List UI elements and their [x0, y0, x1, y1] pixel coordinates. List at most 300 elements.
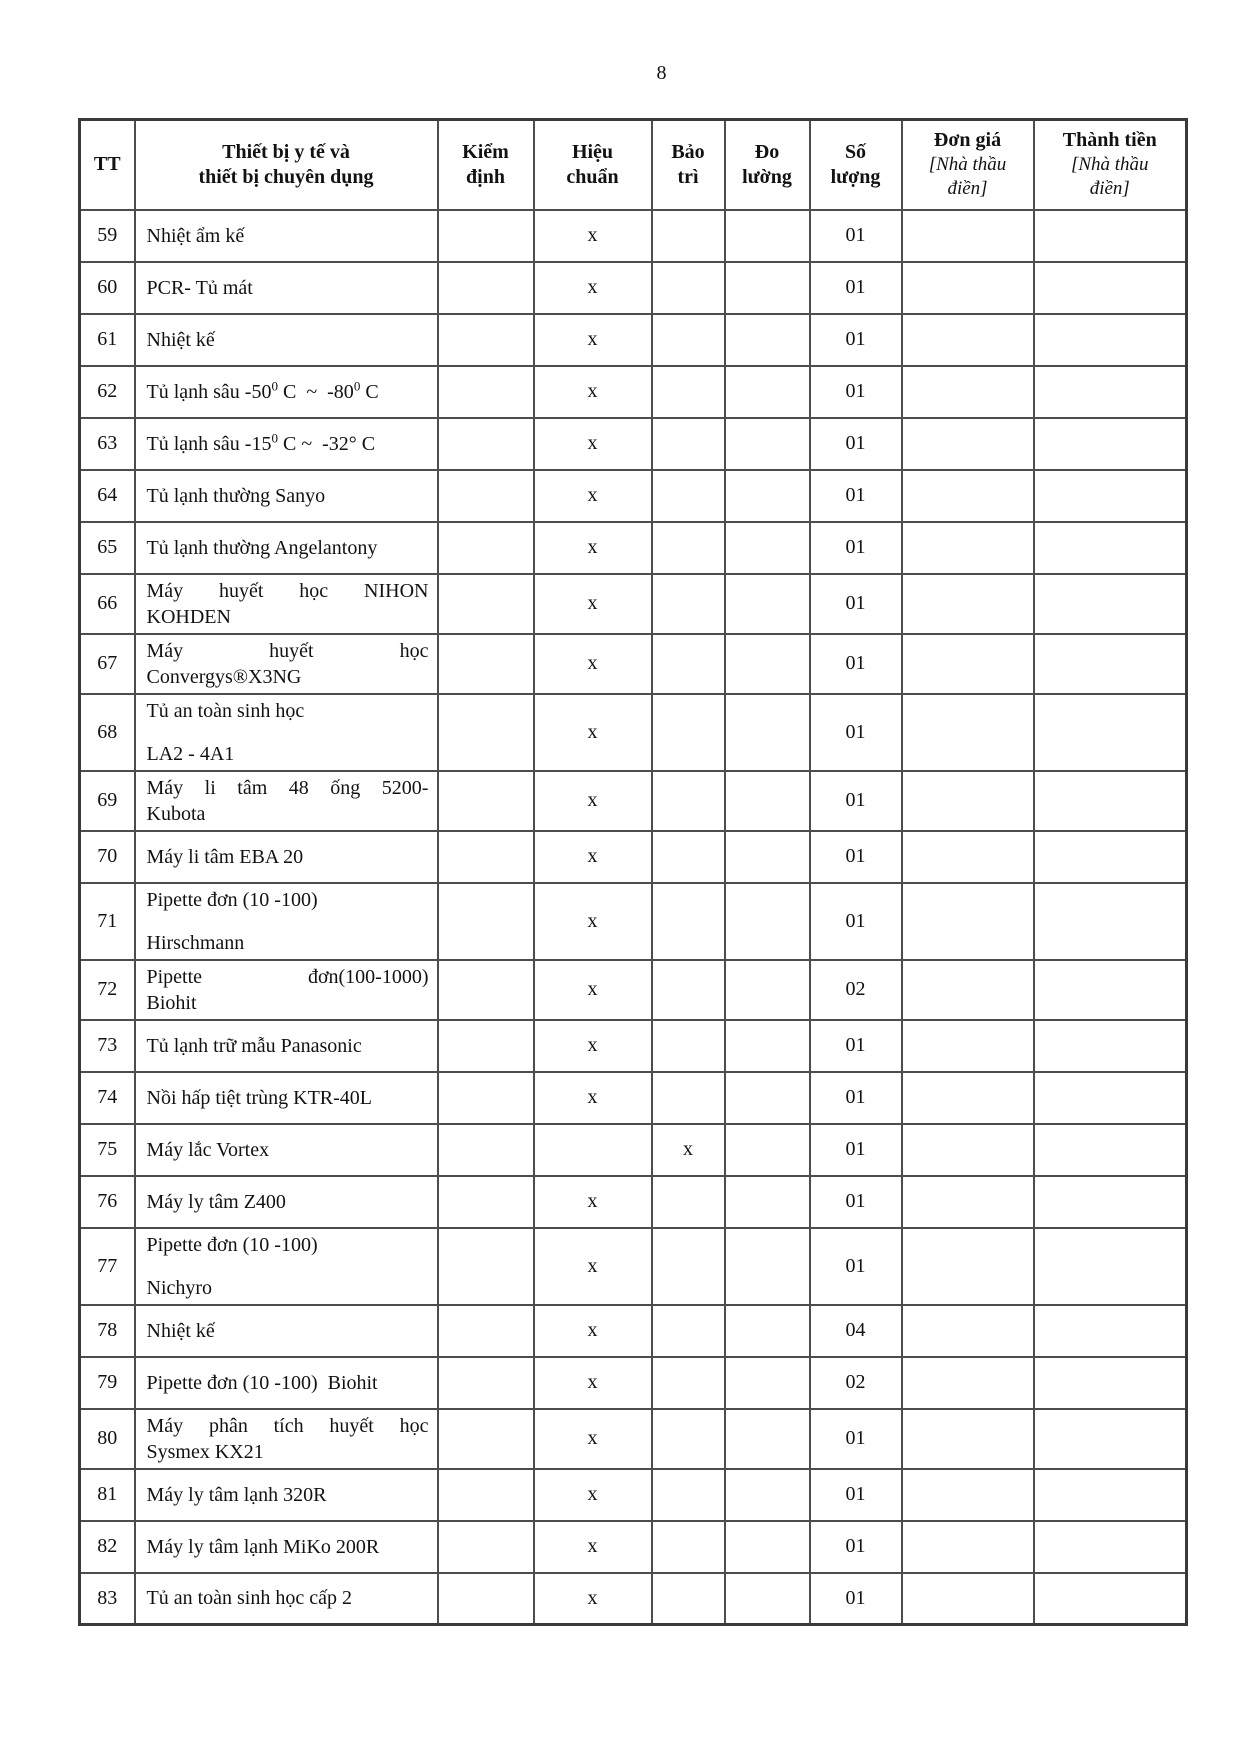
device-name-line: Máy li tâm EBA 20 — [146, 845, 304, 868]
device-name-line: Pipette đơn(100-1000) — [146, 965, 429, 988]
row-number-cell: 66 — [80, 574, 135, 634]
device-name-cell — [135, 314, 438, 366]
so-luong-cell: 01 — [810, 1020, 902, 1072]
row-number-cell: 76 — [80, 1176, 135, 1228]
header-kiem-dinh — [438, 120, 534, 210]
kiem-dinh-cell — [438, 1573, 534, 1625]
device-name-cell — [135, 1072, 438, 1124]
do-luong-cell — [725, 1228, 810, 1305]
device-name-line: Nhiệt ẩm kế — [146, 224, 245, 247]
thanh-tien-cell — [1034, 1409, 1187, 1469]
hieu-chuan-cell: x — [534, 1357, 652, 1409]
do-luong-cell — [725, 1020, 810, 1072]
header-device-line: Thiết bị y tế và — [222, 140, 350, 163]
kiem-dinh-cell — [438, 1305, 534, 1357]
header-so-luong-line: Số — [844, 140, 867, 163]
hieu-chuan-cell: x — [534, 210, 652, 262]
header-bao-tri-line: trì — [677, 165, 699, 188]
device-name-cell — [135, 210, 438, 262]
thanh-tien-cell — [1034, 831, 1187, 883]
device-name-cell — [135, 1176, 438, 1228]
so-luong-cell: 04 — [810, 1305, 902, 1357]
device-name-line: Hirschmann — [146, 931, 245, 954]
table-row — [80, 1124, 1187, 1176]
device-name-cell — [135, 1020, 438, 1072]
bao-tri-cell — [652, 1072, 725, 1124]
row-number-cell: 74 — [80, 1072, 135, 1124]
bao-tri-cell — [652, 1020, 725, 1072]
don-gia-cell — [902, 1469, 1034, 1521]
do-luong-cell — [725, 1124, 810, 1176]
bao-tri-cell — [652, 831, 725, 883]
row-number-cell: 62 — [80, 366, 135, 418]
hieu-chuan-cell — [534, 1124, 652, 1176]
thanh-tien-cell — [1034, 1357, 1187, 1409]
device-name-cell — [135, 694, 438, 771]
so-luong-cell: 01 — [810, 314, 902, 366]
device-name-cell — [135, 262, 438, 314]
device-name-cell — [135, 366, 438, 418]
device-name-line: Pipette đơn (10 -100) — [146, 1233, 318, 1256]
row-number-cell: 73 — [80, 1020, 135, 1072]
device-name-line: Tủ lạnh thường Angelantony — [146, 536, 378, 559]
table-row — [80, 1305, 1187, 1357]
thanh-tien-cell — [1034, 470, 1187, 522]
device-name-cell — [135, 1409, 438, 1469]
do-luong-cell — [725, 1357, 810, 1409]
thanh-tien-cell — [1034, 1573, 1187, 1625]
table-row — [80, 1020, 1187, 1072]
don-gia-cell — [902, 831, 1034, 883]
hieu-chuan-cell: x — [534, 366, 652, 418]
hieu-chuan-cell: x — [534, 262, 652, 314]
kiem-dinh-cell — [438, 1072, 534, 1124]
thanh-tien-cell — [1034, 210, 1187, 262]
header-thanh-tien — [1034, 120, 1187, 210]
do-luong-cell — [725, 418, 810, 470]
don-gia-cell — [902, 470, 1034, 522]
header-do-luong-line: lường — [742, 165, 792, 188]
hieu-chuan-cell: x — [534, 1176, 652, 1228]
hieu-chuan-cell: x — [534, 1573, 652, 1625]
row-number-cell: 82 — [80, 1521, 135, 1573]
don-gia-cell — [902, 1409, 1034, 1469]
so-luong-cell: 01 — [810, 831, 902, 883]
thanh-tien-cell — [1034, 771, 1187, 831]
header-so-luong-line: lượng — [830, 165, 881, 188]
do-luong-cell — [725, 574, 810, 634]
header-hieu-chuan — [534, 120, 652, 210]
page-number: 8 — [656, 62, 667, 84]
equipment-table — [78, 118, 1188, 1626]
so-luong-cell: 01 — [810, 1573, 902, 1625]
device-name-cell — [135, 574, 438, 634]
device-name-cell — [135, 1573, 438, 1625]
table-row — [80, 1469, 1187, 1521]
device-name-cell — [135, 1357, 438, 1409]
header-hieu-chuan-line: chuẩn — [566, 165, 619, 188]
thanh-tien-cell — [1034, 418, 1187, 470]
so-luong-cell: 01 — [810, 522, 902, 574]
header-don-gia — [902, 120, 1034, 210]
bao-tri-cell — [652, 1469, 725, 1521]
bao-tri-cell — [652, 522, 725, 574]
don-gia-cell — [902, 1573, 1034, 1625]
do-luong-cell — [725, 1176, 810, 1228]
kiem-dinh-cell — [438, 1357, 534, 1409]
don-gia-cell — [902, 634, 1034, 694]
device-name-line: Kubota — [146, 802, 206, 825]
thanh-tien-cell — [1034, 1521, 1187, 1573]
thanh-tien-cell — [1034, 314, 1187, 366]
device-name-cell — [135, 1469, 438, 1521]
row-number-cell: 79 — [80, 1357, 135, 1409]
row-number-cell: 75 — [80, 1124, 135, 1176]
kiem-dinh-cell — [438, 1521, 534, 1573]
device-name-line: Nhiệt kế — [146, 328, 215, 351]
device-name-line: Tủ an toàn sinh học cấp 2 — [146, 1587, 352, 1610]
header-device-line: thiết bị chuyên dụng — [198, 165, 374, 188]
do-luong-cell — [725, 771, 810, 831]
header-kiem-dinh-line: định — [466, 165, 505, 188]
bao-tri-cell — [652, 210, 725, 262]
table-row — [80, 366, 1187, 418]
thanh-tien-cell — [1034, 1072, 1187, 1124]
don-gia-cell — [902, 1072, 1034, 1124]
row-number-cell: 77 — [80, 1228, 135, 1305]
device-name-line: Tủ an toàn sinh học — [146, 699, 305, 722]
kiem-dinh-cell — [438, 883, 534, 960]
table-row — [80, 314, 1187, 366]
row-number-cell: 67 — [80, 634, 135, 694]
thanh-tien-cell — [1034, 1469, 1187, 1521]
row-number-cell: 60 — [80, 262, 135, 314]
device-name-line: Pipette đơn (10 -100) — [146, 888, 318, 911]
bao-tri-cell — [652, 262, 725, 314]
do-luong-cell — [725, 210, 810, 262]
do-luong-cell — [725, 366, 810, 418]
bao-tri-cell — [652, 634, 725, 694]
kiem-dinh-cell — [438, 1020, 534, 1072]
thanh-tien-cell — [1034, 694, 1187, 771]
header-thanh-tien-note-line: [Nhà thầu — [1070, 154, 1149, 176]
header-hieu-chuan-line: Hiệu — [571, 140, 614, 163]
bao-tri-cell — [652, 1573, 725, 1625]
header-so-luong — [810, 120, 902, 210]
do-luong-cell — [725, 1072, 810, 1124]
device-name-line: KOHDEN — [146, 605, 231, 628]
row-number-cell: 63 — [80, 418, 135, 470]
don-gia-cell — [902, 1020, 1034, 1072]
kiem-dinh-cell — [438, 694, 534, 771]
bao-tri-cell — [652, 314, 725, 366]
don-gia-cell — [902, 883, 1034, 960]
row-number-cell: 69 — [80, 771, 135, 831]
bao-tri-cell — [652, 960, 725, 1020]
do-luong-cell — [725, 1469, 810, 1521]
device-name-line: Máy phân tích huyết học — [146, 1414, 429, 1437]
table-row — [80, 831, 1187, 883]
kiem-dinh-cell — [438, 262, 534, 314]
so-luong-cell: 02 — [810, 1357, 902, 1409]
do-luong-cell — [725, 694, 810, 771]
so-luong-cell: 01 — [810, 771, 902, 831]
hieu-chuan-cell: x — [534, 831, 652, 883]
do-luong-cell — [725, 634, 810, 694]
device-name-cell — [135, 634, 438, 694]
so-luong-cell: 01 — [810, 1409, 902, 1469]
table-row — [80, 574, 1187, 634]
table-row — [80, 883, 1187, 960]
table-row — [80, 1521, 1187, 1573]
so-luong-cell: 01 — [810, 366, 902, 418]
device-name-line: Sysmex KX21 — [146, 1440, 264, 1463]
kiem-dinh-cell — [438, 634, 534, 694]
do-luong-cell — [725, 1573, 810, 1625]
thanh-tien-cell — [1034, 1124, 1187, 1176]
table-row — [80, 1357, 1187, 1409]
header-kiem-dinh-line: Kiểm — [462, 140, 509, 163]
bao-tri-cell — [652, 1228, 725, 1305]
header-do-luong — [725, 120, 810, 210]
row-number-cell: 83 — [80, 1573, 135, 1625]
thanh-tien-cell — [1034, 1305, 1187, 1357]
bao-tri-cell — [652, 1357, 725, 1409]
table-row — [80, 262, 1187, 314]
hieu-chuan-cell: x — [534, 1409, 652, 1469]
do-luong-cell — [725, 883, 810, 960]
bao-tri-cell — [652, 771, 725, 831]
don-gia-cell — [902, 574, 1034, 634]
do-luong-cell — [725, 262, 810, 314]
thanh-tien-cell — [1034, 1176, 1187, 1228]
so-luong-cell: 01 — [810, 262, 902, 314]
don-gia-cell — [902, 1305, 1034, 1357]
so-luong-cell: 02 — [810, 960, 902, 1020]
bao-tri-cell — [652, 366, 725, 418]
device-name-line: Máy huyết học NIHON — [146, 579, 429, 602]
hieu-chuan-cell: x — [534, 694, 652, 771]
header-don-gia-note-line: điền] — [947, 178, 988, 200]
hieu-chuan-cell: x — [534, 960, 652, 1020]
table-row — [80, 210, 1187, 262]
don-gia-cell — [902, 210, 1034, 262]
device-name-line: Máy ly tâm lạnh MiKo 200R — [146, 1535, 380, 1558]
thanh-tien-cell — [1034, 960, 1187, 1020]
row-number-cell: 80 — [80, 1409, 135, 1469]
bao-tri-cell — [652, 694, 725, 771]
device-name-cell — [135, 771, 438, 831]
thanh-tien-cell — [1034, 634, 1187, 694]
row-number-cell: 71 — [80, 883, 135, 960]
device-name-line: Nồi hấp tiệt trùng KTR-40L — [146, 1086, 373, 1109]
do-luong-cell — [725, 960, 810, 1020]
device-name-line: Máy lắc Vortex — [146, 1138, 270, 1161]
kiem-dinh-cell — [438, 314, 534, 366]
don-gia-cell — [902, 314, 1034, 366]
row-number-cell: 59 — [80, 210, 135, 262]
header-bao-tri — [652, 120, 725, 210]
hieu-chuan-cell: x — [534, 1469, 652, 1521]
hieu-chuan-cell: x — [534, 418, 652, 470]
bao-tri-cell — [652, 883, 725, 960]
kiem-dinh-cell — [438, 960, 534, 1020]
don-gia-cell — [902, 262, 1034, 314]
device-name-line: Convergys®X3NG — [146, 665, 302, 688]
do-luong-cell — [725, 1409, 810, 1469]
so-luong-cell: 01 — [810, 634, 902, 694]
thanh-tien-cell — [1034, 366, 1187, 418]
hieu-chuan-cell: x — [534, 522, 652, 574]
table-row — [80, 1176, 1187, 1228]
hieu-chuan-cell: x — [534, 634, 652, 694]
do-luong-cell — [725, 1521, 810, 1573]
bao-tri-cell — [652, 1176, 725, 1228]
row-number-cell: 61 — [80, 314, 135, 366]
hieu-chuan-cell: x — [534, 1305, 652, 1357]
hieu-chuan-cell: x — [534, 771, 652, 831]
device-name-line: Pipette đơn (10 -100) Biohit — [146, 1371, 378, 1394]
table-row — [80, 771, 1187, 831]
bao-tri-cell — [652, 1305, 725, 1357]
device-name-line: Máy huyết học — [146, 639, 429, 662]
device-name-cell — [135, 1228, 438, 1305]
device-name-line: Tủ lạnh sâu $-50^0$ C ~ $-80^0$ C — [146, 377, 379, 403]
kiem-dinh-cell — [438, 1469, 534, 1521]
kiem-dinh-cell — [438, 1176, 534, 1228]
device-name-line: Máy li tâm 48 ống 5200- — [146, 776, 429, 799]
table-body — [80, 210, 1187, 1625]
kiem-dinh-cell — [438, 210, 534, 262]
row-number-cell: 72 — [80, 960, 135, 1020]
device-name-line: Máy ly tâm Z400 — [146, 1190, 286, 1213]
don-gia-cell — [902, 366, 1034, 418]
hieu-chuan-cell: x — [534, 883, 652, 960]
so-luong-cell: 01 — [810, 418, 902, 470]
table-row — [80, 1409, 1187, 1469]
so-luong-cell: 01 — [810, 1521, 902, 1573]
don-gia-cell — [902, 1228, 1034, 1305]
header-tt — [80, 120, 135, 210]
do-luong-cell — [725, 1305, 810, 1357]
hieu-chuan-cell: x — [534, 1228, 652, 1305]
bao-tri-cell: x — [652, 1124, 725, 1176]
row-number-cell: 70 — [80, 831, 135, 883]
device-name-cell — [135, 1124, 438, 1176]
don-gia-cell — [902, 960, 1034, 1020]
thanh-tien-cell — [1034, 883, 1187, 960]
device-name-line: Máy ly tâm lạnh 320R — [146, 1483, 327, 1506]
device-name-cell — [135, 418, 438, 470]
thanh-tien-cell — [1034, 574, 1187, 634]
don-gia-cell — [902, 694, 1034, 771]
table-header-row — [80, 120, 1187, 210]
bao-tri-cell — [652, 470, 725, 522]
table-row — [80, 960, 1187, 1020]
row-number-cell: 65 — [80, 522, 135, 574]
so-luong-cell: 01 — [810, 1469, 902, 1521]
hieu-chuan-cell: x — [534, 1072, 652, 1124]
header-tt-label: TT — [93, 153, 121, 176]
table-row — [80, 694, 1187, 771]
don-gia-cell — [902, 418, 1034, 470]
device-name-line: Tủ lạnh sâu $-15^0$ C ~ -32° C — [146, 429, 376, 455]
hieu-chuan-cell: x — [534, 314, 652, 366]
kiem-dinh-cell — [438, 1409, 534, 1469]
hieu-chuan-cell: x — [534, 1521, 652, 1573]
header-don-gia-note-line: [Nhà thầu — [928, 154, 1007, 176]
kiem-dinh-cell — [438, 831, 534, 883]
don-gia-cell — [902, 1176, 1034, 1228]
bao-tri-cell — [652, 574, 725, 634]
device-name-cell — [135, 960, 438, 1020]
so-luong-cell: 01 — [810, 1228, 902, 1305]
don-gia-cell — [902, 1124, 1034, 1176]
kiem-dinh-cell — [438, 574, 534, 634]
device-name-cell — [135, 470, 438, 522]
do-luong-cell — [725, 314, 810, 366]
so-luong-cell: 01 — [810, 883, 902, 960]
so-luong-cell: 01 — [810, 1072, 902, 1124]
so-luong-cell: 01 — [810, 470, 902, 522]
so-luong-cell: 01 — [810, 1176, 902, 1228]
so-luong-cell: 01 — [810, 694, 902, 771]
so-luong-cell: 01 — [810, 1124, 902, 1176]
kiem-dinh-cell — [438, 470, 534, 522]
don-gia-cell — [902, 522, 1034, 574]
bao-tri-cell — [652, 1409, 725, 1469]
row-number-cell: 64 — [80, 470, 135, 522]
device-name-line: Tủ lạnh thường Sanyo — [146, 484, 326, 507]
thanh-tien-cell — [1034, 1020, 1187, 1072]
device-name-line: Nichyro — [146, 1276, 213, 1299]
so-luong-cell: 01 — [810, 210, 902, 262]
header-thanh-tien-title: Thành tiền — [1062, 129, 1157, 152]
table-row — [80, 634, 1187, 694]
table-row — [80, 1072, 1187, 1124]
kiem-dinh-cell — [438, 1228, 534, 1305]
device-name-line: Biohit — [146, 991, 197, 1014]
header-device — [135, 120, 438, 210]
row-number-cell: 68 — [80, 694, 135, 771]
don-gia-cell — [902, 771, 1034, 831]
table-row — [80, 418, 1187, 470]
kiem-dinh-cell — [438, 418, 534, 470]
don-gia-cell — [902, 1521, 1034, 1573]
table-row — [80, 1573, 1187, 1625]
hieu-chuan-cell: x — [534, 470, 652, 522]
device-name-cell — [135, 831, 438, 883]
device-name-cell — [135, 522, 438, 574]
bao-tri-cell — [652, 1521, 725, 1573]
table-row — [80, 470, 1187, 522]
row-number-cell: 78 — [80, 1305, 135, 1357]
hieu-chuan-cell: x — [534, 1020, 652, 1072]
header-thanh-tien-note-line: điền] — [1089, 178, 1130, 200]
row-number-cell: 81 — [80, 1469, 135, 1521]
don-gia-cell — [902, 1357, 1034, 1409]
kiem-dinh-cell — [438, 1124, 534, 1176]
thanh-tien-cell — [1034, 522, 1187, 574]
device-name-cell — [135, 883, 438, 960]
hieu-chuan-cell: x — [534, 574, 652, 634]
kiem-dinh-cell — [438, 771, 534, 831]
device-name-cell — [135, 1305, 438, 1357]
device-name-cell — [135, 1521, 438, 1573]
do-luong-cell — [725, 470, 810, 522]
bao-tri-cell — [652, 418, 725, 470]
device-name-line: Nhiệt kế — [146, 1319, 215, 1342]
